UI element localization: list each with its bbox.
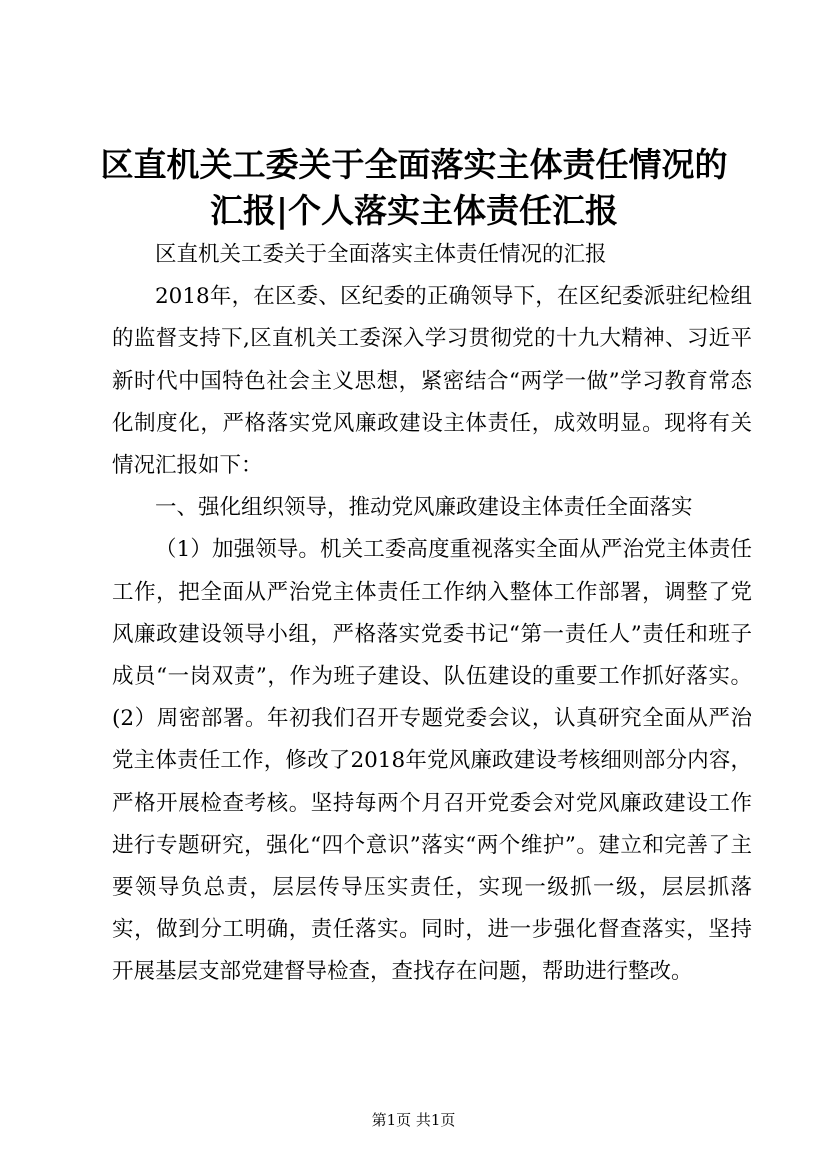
page-footer: 第1页 共1页 xyxy=(371,1111,456,1129)
document-title: 区直机关工委关于全面落实主体责任情况的汇报|个人落实主体责任汇报 xyxy=(100,145,728,230)
body-paragraph: （1）加强领导。机关工委高度重视落实全面从严治党主体责任工作，把全面从严治党主体责任工作纳入整体工作部署，调整了党风廉政建设领导小组，严格落实党委书记“第一责任人”责任和班子成员“一岗双责”，作为班子建设、队伍建设的重要工作抓好落实。(2）周密部署。年初我们召开专题党委会议，认真研究全面从严治党主体责任工作，修改了2018年党风廉政建设考核细则部分内容，严格开展检查考核。坚持每两个月召开党委会对党风廉政建设工作进行专题研究，强化“四个意识”落实“两个维护”。建立和完善了主要领导负总责，层层传导压实责任，实现一级抓一级，层层抓落实，做到分工明确，责任落实。同时，进一步强化督查落实，坚持开展基层支部党建督导检查，查找存在问题，帮助进行整改。 xyxy=(112,537,752,985)
subtitle-paragraph: 区直机关工委关于全面落实主体责任情况的汇报 xyxy=(155,242,607,267)
document-body xyxy=(112,234,752,994)
section-heading: 一、强化组织领导，推动党风廉政建设主体责任全面落实 xyxy=(155,495,693,521)
intro-paragraph: 2018年，在区委、区纪委的正确领导下，在区纪委派驻纪检组的监督支持下,区直机关工委深入学习贯彻党的十九大精神、习近平新时代中国特色社会主义思想，紧密结合“两学一做”学习教育常态化制度化，严格落实党风廉政建设主体责任，成效明显。现将有关情况汇报如下： xyxy=(112,284,752,479)
